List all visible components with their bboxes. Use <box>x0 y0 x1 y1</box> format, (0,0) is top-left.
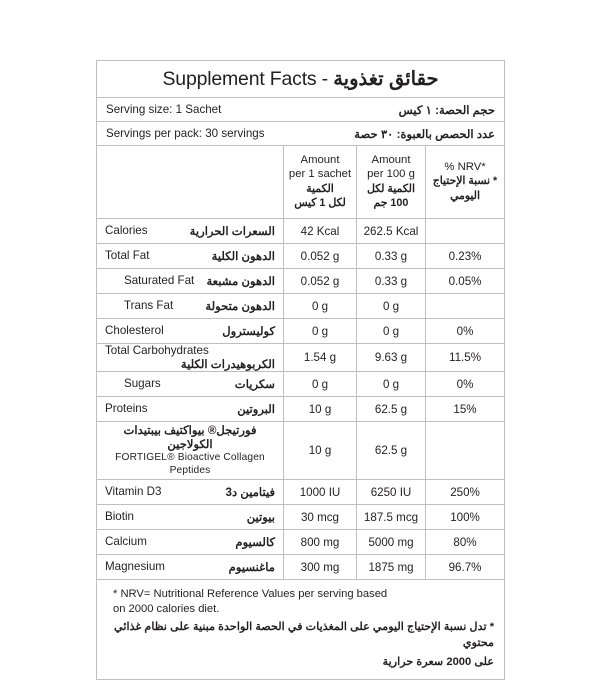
value-per-sachet: 0.052 g <box>284 269 357 294</box>
header-per-100g-column <box>357 146 426 219</box>
supplement-facts-label <box>96 60 504 680</box>
serving-size-cell <box>97 98 505 122</box>
value-per-100g: 187.5 mcg <box>357 505 426 530</box>
nutrient-name-cell <box>97 344 284 372</box>
value-per-sachet: 30 mcg <box>284 505 357 530</box>
header-nrv-ar1: * نسبة الإحتياج <box>432 175 498 188</box>
value-per-sachet: 0 g <box>284 294 357 319</box>
nutrient-name-cell <box>97 530 284 555</box>
table-row <box>97 505 505 530</box>
table-row <box>97 269 505 294</box>
nutrient-arabic: الدهون الكلية <box>211 250 275 263</box>
value-per-100g: 5000 mg <box>357 530 426 555</box>
serving-size-arabic: حجم الحصة: ١ كيس <box>398 103 496 117</box>
label-title <box>97 61 505 98</box>
nutrient-name-cell <box>97 244 284 269</box>
footnote-cell <box>97 580 505 680</box>
nutrient-english: Total Fat <box>105 249 150 262</box>
servings-per-pack-cell <box>97 122 505 146</box>
fortigel-english: FORTIGEL® Bioactive Collagen Peptides <box>115 452 265 476</box>
value-nrv: 100% <box>426 505 505 530</box>
value-nrv: 0% <box>426 372 505 397</box>
value-per-sachet: 800 mg <box>284 530 357 555</box>
header-nrv-column <box>426 146 505 219</box>
value-nrv: 96.7% <box>426 555 505 580</box>
nutrient-name-cell <box>97 555 284 580</box>
nutrient-english: Calcium <box>105 535 147 549</box>
table-row <box>97 397 505 422</box>
value-per-100g: 0 g <box>357 294 426 319</box>
value-per-sachet: 0.052 g <box>284 244 357 269</box>
value-per-sachet: 0 g <box>284 319 357 344</box>
value-per-100g: 262.5 Kcal <box>357 219 426 244</box>
value-per-100g: 62.5 g <box>357 422 426 480</box>
nutrient-english: Saturated Fat <box>124 274 195 287</box>
nutrient-english: Biotin <box>105 510 135 524</box>
nutrient-name-cell <box>97 480 284 505</box>
table-row <box>97 530 505 555</box>
nutrient-arabic: كالسيوم <box>235 536 275 550</box>
value-nrv: 0.23% <box>426 244 505 269</box>
header-per-sachet-en2: per 1 sachet <box>288 168 352 181</box>
value-nrv: 15% <box>426 397 505 422</box>
value-per-100g: 62.5 g <box>357 397 426 422</box>
nutrient-english: Calories <box>105 224 148 237</box>
nutrient-arabic: سكريات <box>234 378 275 391</box>
nutrient-arabic: البروتين <box>237 403 275 416</box>
fortigel-arabic: فورتيجل® بيواكتيف بيبتيدات الكولاجين <box>123 424 257 452</box>
header-per-sachet-ar1: الكمية <box>306 182 334 195</box>
servings-per-pack-arabic: عدد الحصص بالعبوة: ٣٠ حصة <box>354 127 496 141</box>
value-per-100g: 9.63 g <box>357 344 426 372</box>
header-per-100g-ar1: الكمية لكل <box>367 182 415 195</box>
table-body <box>97 61 505 680</box>
value-nrv <box>426 422 505 480</box>
value-per-sachet: 0 g <box>284 372 357 397</box>
header-per-sachet-en1: Amount <box>300 153 340 166</box>
serving-size-english: Serving size: 1 Sachet <box>106 102 222 116</box>
nutrient-english: Magnesium <box>105 560 165 574</box>
value-per-sachet: 1.54 g <box>284 344 357 372</box>
servings-per-pack-english: Servings per pack: 30 servings <box>106 126 265 140</box>
value-nrv: 11.5% <box>426 344 505 372</box>
value-per-100g: 0.33 g <box>357 244 426 269</box>
header-per-sachet-ar2: لكل 1 كيس <box>294 197 346 210</box>
value-nrv <box>426 294 505 319</box>
nutrient-arabic: فيتامين د3 <box>225 486 275 500</box>
header-per-100g-en2: per 100 g <box>367 168 415 181</box>
footnote-english-line1: * NRV= Nutritional Reference Values per serving based <box>113 588 388 601</box>
nutrient-arabic: الدهون مشبعة <box>206 275 275 288</box>
table-row <box>97 555 505 580</box>
nutrient-english: Proteins <box>105 402 148 415</box>
nutrient-arabic: السعرات الحرارية <box>189 225 275 238</box>
nutrient-arabic: الدهون متحولة <box>205 300 275 313</box>
value-nrv: 250% <box>426 480 505 505</box>
servings-per-pack-row <box>97 122 505 146</box>
nutrient-english: Sugars <box>124 377 161 390</box>
column-header-row <box>97 146 505 219</box>
nutrient-name-cell <box>97 372 284 397</box>
value-per-100g: 6250 IU <box>357 480 426 505</box>
nutrient-english: Vitamin D3 <box>105 485 162 499</box>
value-per-sachet: 42 Kcal <box>284 219 357 244</box>
nutrient-name-cell <box>97 294 284 319</box>
header-per-100g-ar2: 100 جم <box>373 197 409 210</box>
title-arabic: حقائق تغذوية <box>333 68 439 90</box>
table-row <box>97 344 505 372</box>
header-nrv-en1: % NRV* <box>444 160 486 173</box>
serving-size-row <box>97 98 505 122</box>
value-per-sachet: 10 g <box>284 422 357 480</box>
header-per-100g-en1: Amount <box>371 153 411 166</box>
nutrient-english: Cholesterol <box>105 324 164 337</box>
table-row <box>97 372 505 397</box>
value-nrv: 0% <box>426 319 505 344</box>
value-nrv: 0.05% <box>426 269 505 294</box>
table-row <box>97 319 505 344</box>
table-row <box>97 219 505 244</box>
fortigel-row <box>97 422 505 480</box>
value-per-100g: 0.33 g <box>357 269 426 294</box>
nutrient-arabic: كوليسترول <box>222 325 275 338</box>
title-english: Supplement Facts - <box>162 68 334 90</box>
value-per-sachet: 10 g <box>284 397 357 422</box>
value-nrv: 80% <box>426 530 505 555</box>
nutrient-name-cell <box>97 397 284 422</box>
value-per-sachet: 300 mg <box>284 555 357 580</box>
footnote-arabic-line1: * تدل نسبة الإحتياج اليومي على المغذيات في الحصة الواحدة مبنية على نظام غذائي محتوي <box>114 621 495 650</box>
table-row <box>97 244 505 269</box>
nutrient-name-cell <box>97 505 284 530</box>
title-row <box>97 61 505 98</box>
value-per-sachet: 1000 IU <box>284 480 357 505</box>
nutrient-arabic: ماغنسيوم <box>228 561 275 575</box>
footnote-english-line2: on 2000 calories diet. <box>113 603 220 616</box>
value-nrv <box>426 219 505 244</box>
nutrient-name-cell <box>97 269 284 294</box>
table-row <box>97 480 505 505</box>
value-per-100g: 0 g <box>357 319 426 344</box>
header-nutrient-column <box>97 146 284 219</box>
header-per-sachet-column <box>284 146 357 219</box>
table-row <box>97 294 505 319</box>
nutrient-english: Trans Fat <box>124 299 174 312</box>
supplement-facts-table <box>96 60 505 680</box>
fortigel-name-cell <box>97 422 284 480</box>
nutrient-arabic: بيوتين <box>246 511 275 525</box>
nutrient-arabic: الكربوهيدرات الكلية <box>180 358 275 371</box>
nutrient-name-cell <box>97 319 284 344</box>
value-per-100g: 1875 mg <box>357 555 426 580</box>
header-nrv-ar2: اليومي <box>450 190 480 203</box>
nutrient-english: Total Carbohydrates <box>105 344 209 357</box>
footnote-arabic-line2: على 2000 سعرة حرارية <box>382 655 495 668</box>
value-per-100g: 0 g <box>357 372 426 397</box>
footnote-row <box>97 580 505 680</box>
nutrient-name-cell <box>97 219 284 244</box>
